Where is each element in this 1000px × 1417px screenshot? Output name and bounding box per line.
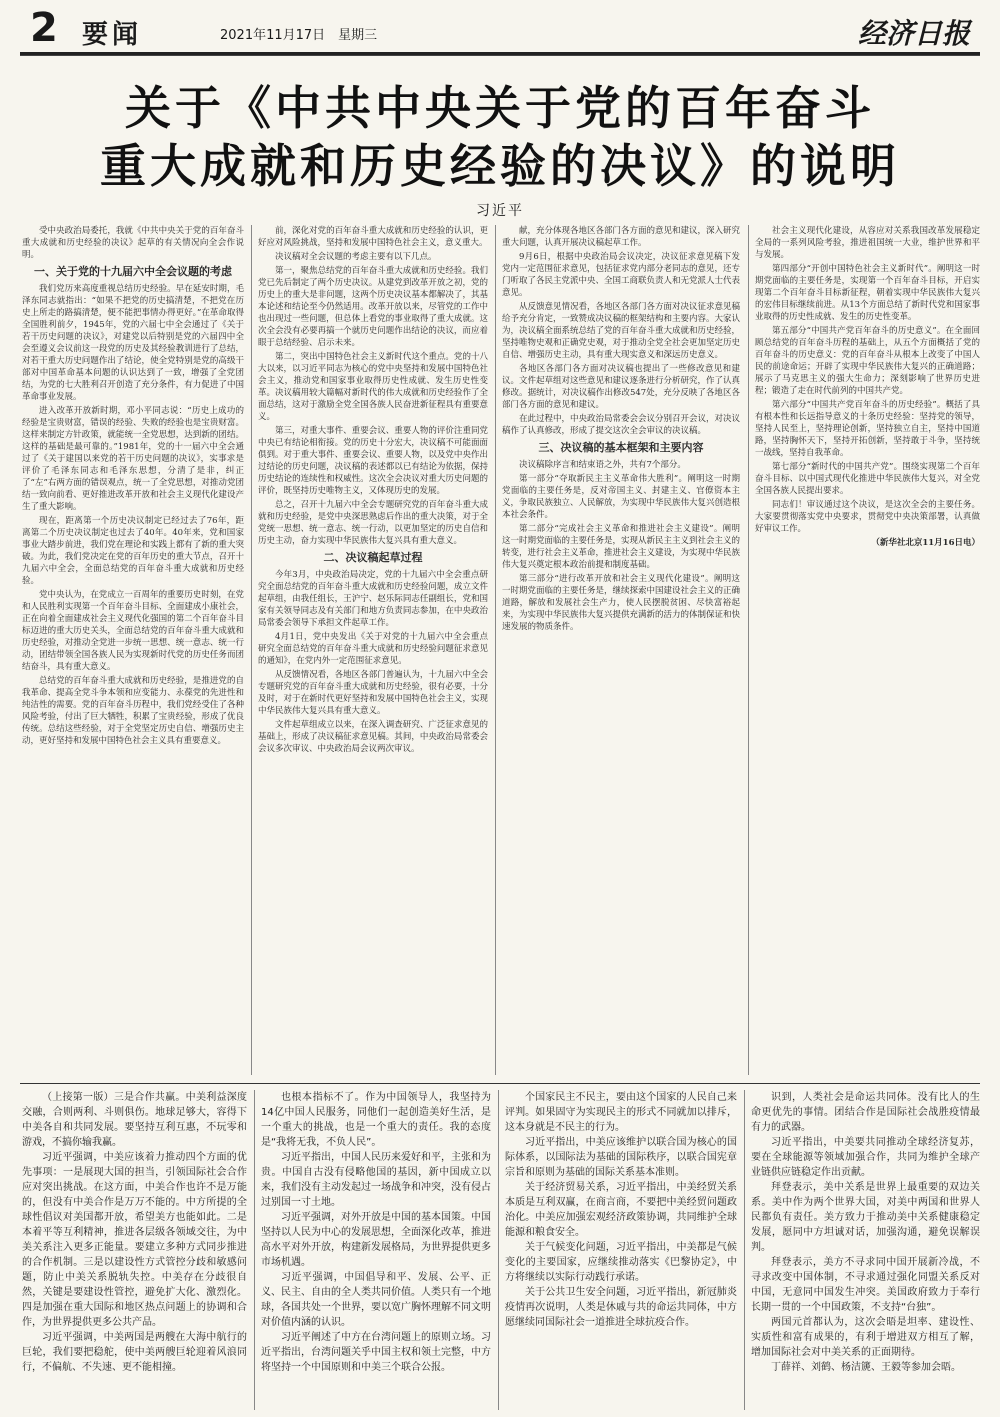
article-column-4 xyxy=(755,225,980,1075)
paragraph: 党中央认为，在党成立一百周年的重要历史时刻，在党和人民胜利实现第一个百年奋斗目标、全面建成小康社会，正在向着全面建成社会主义现代化强国的第二个百年奋斗目标迈进的重大历史关头，全面总结党的百年奋斗重大成就和历史经验，对推动全党进一步统一思想、统一意志、统一行动，团结带领全国各族人民为实现新时代党的历史任务而团结奋斗，具有重大意义。 xyxy=(22,590,244,672)
dateline-signature: （新华社北京11月16日电） xyxy=(871,538,980,548)
paragraph: 第四部分“开创中国特色社会主义新时代”。阐明这一时期党面临的主要任务是，实现第一个百年奋斗目标，开启实现第二个百年奋斗目标新征程，朝着实现中华民族伟大复兴的宏伟目标继续前进。从13个方面总结了新时代党和国家事业取得的历史性成就、发生的历史性变革。 xyxy=(755,264,980,322)
paragraph: 习近平指出，中美要共同推动全球经济复苏，要在全球能源等领域加强合作，共同为维护全球产业链供应链稳定作出贡献。 xyxy=(751,1137,980,1178)
paragraph: 第二部分“完成社会主义革命和推进社会主义建设”。阐明这一时期党面临的主要任务是，实现从新民主主义到社会主义的转变，进行社会主义革命，推进社会主义建设，为实现中华民族伟大复兴奠定根本政治前提和制度基础。 xyxy=(502,524,740,570)
paragraph: 习近平阐述了中方在台湾问题上的原则立场。习近平指出，台湾问题关乎中国主权和领土完整，中方将坚持一个中国原则和中美三个联合公报。 xyxy=(261,1332,491,1373)
paragraph: 习近平强调，对外开放是中国的基本国策。中国坚持以人民为中心的发展思想，全面深化改革，推进高水平对外开放，构建新发展格局，为世界提供更多市场机遇。 xyxy=(261,1212,491,1268)
paragraph: 习近平强调，中美应该着力推动四个方面的优先事项：一是展现大国的担当，引领国际社会合作应对突出挑战。在这方面，中美合作也许不是万能的，但没有中美合作是万万不能的。中方所提的全球性倡议对美国都开放，希望美方也能如此。二是本着平等互利精神，推进各层级各领域交往，为中美关系注入更多正能量。要建立多种方式同步推进的合作机制。三是以建设性方式管控分歧和敏感问题，防止中美关系脱轨失控。中美存在分歧很自然，关键是要建设性管控，避免扩大化、激烈化。四是加强在重大国际和地区热点问题上的协调和合作，为世界提供更多公共产品。 xyxy=(22,1152,247,1328)
column-divider xyxy=(498,1090,499,1410)
paragraph: 在此过程中，中央政治局常委会会议分别召开会议，对决议稿作了认真修改，形成了提交这次全会审议的决议稿。 xyxy=(502,414,740,436)
lower-column-4 xyxy=(751,1090,980,1410)
paragraph: 前，深化对党的百年奋斗重大成就和历史经验的认识，更好应对风险挑战，坚持和发展中国特色社会主义，意义重大。 xyxy=(258,226,488,248)
column-divider xyxy=(251,225,252,1075)
paragraph: 总之，召开十九届六中全会专题研究党的百年奋斗重大成就和历史经验，是党中央深思熟虑后作出的重大决策，对于全党统一思想、统一意志、统一行动，以更加坚定的历史自信和历史主动，奋力实现中华民族伟大复兴具有重大意义。 xyxy=(258,500,488,546)
paragraph: 总结党的百年奋斗重大成就和历史经验，是推进党的自我革命、提高全党斗争本领和应变能力、永葆党的先进性和纯洁性的需要。党的百年奋斗历程中，我们党经受住了各种风险考验，付出了巨大牺牲，积累了宝贵经验，形成了优良传统。总结这些经验，对于全党坚定历史自信、增强历史主动，更好坚持和发展中国特色社会主义具有重要意义。 xyxy=(22,676,244,746)
paragraph: 丁薛祥、刘鹤、杨洁篪、王毅等参加会晤。 xyxy=(771,1362,961,1373)
column-divider xyxy=(495,225,496,1075)
paragraph: 决议稿除序言和结束语之外，共有7个部分。 xyxy=(519,460,686,470)
article-column-1 xyxy=(22,225,244,1075)
paragraph: 决议稿对全会议题的考虑主要有以下几点。 xyxy=(275,252,437,262)
paragraph: 第二，突出中国特色社会主义新时代这个重点。党的十八大以来，以习近平同志为核心的党中央坚持和发展中国特色社会主义，推动党和国家事业取得历史性成就、发生历史性变革。决议稿用较大篇幅对新时代的伟大成就和历史经验作了全面总结，这对于激励全党全国各族人民奋进新征程具有重要意义。 xyxy=(258,352,488,422)
paragraph: 第七部分“新时代的中国共产党”。围绕实现第二个百年奋斗目标、以中国式现代化推进中华民族伟大复兴，对全党全国各族人民提出要求。 xyxy=(755,462,980,496)
paragraph: 习近平强调，中国倡导和平、发展、公平、正义、民主、自由的全人类共同价值。人类只有一个地球，各国共处一个世界，要以宽广胸怀理解不同文明对价值内涵的认识。 xyxy=(261,1272,491,1328)
paragraph: 4月1日，党中央发出《关于对党的十九届六中全会重点研究全面总结党的百年奋斗重大成就和历史经验问题征求意见的通知》，在党内外一定范围征求意见。 xyxy=(258,632,488,666)
paragraph: 第一部分“夺取新民主主义革命伟大胜利”。阐明这一时期党面临的主要任务是，反对帝国主义、封建主义、官僚资本主义，争取民族独立、人民解放，为实现中华民族伟大复兴创造根本社会条件。 xyxy=(502,474,740,520)
paragraph: 拜登表示，美中关系是世界上最重要的双边关系。美中作为两个世界大国，对美中两国和世界人民都负有责任。美方致力于推动美中关系健康稳定发展，愿同中方坦诚对话，加强沟通，避免误解误判。 xyxy=(751,1182,980,1253)
paragraph: 识到，人类社会是命运共同体。没有比人的生命更优先的事情。团结合作是国际社会战胜疫情最有力的武器。 xyxy=(751,1092,980,1133)
lower-column-1 xyxy=(22,1090,247,1410)
paragraph: 关于公共卫生安全问题，习近平指出，新冠肺炎疫情再次说明，人类是休戚与共的命运共同体，中方愿继续同国际社会一道推进全球抗疫合作。 xyxy=(505,1287,737,1328)
page-number: 2 xyxy=(30,5,58,51)
paragraph: 第六部分“中国共产党百年奋斗的历史经验”。概括了具有根本性和长远指导意义的十条历史经验：坚持党的领导，坚持人民至上，坚持理论创新，坚持独立自主，坚持中国道路，坚持胸怀天下，坚持开拓创新，坚持敢于斗争，坚持统一战线，坚持自我革命。 xyxy=(755,400,980,458)
paragraph: 从反馈意见情况看，各地区各部门各方面对决议征求意见稿给予充分肯定，一致赞成决议稿的框架结构和主要内容。大家认为，决议稿全面系统总结了党的百年奋斗重大成就和历史经验，坚持唯物史观和正确党史观，对于推动全党全社会更加坚定历史自信、增强历史主动，具有重大现实意义和深远历史意义。 xyxy=(502,302,740,360)
paragraph: 文件起草组成立以来，在深入调查研究、广泛征求意见的基础上，形成了决议稿征求意见稿。其间，中央政治局常委会会议多次审议、中央政治局会议两次审议。 xyxy=(258,720,488,754)
column-divider xyxy=(744,1090,745,1410)
paragraph: 拜登表示，美方不寻求同中国开展新冷战，不寻求改变中国体制，不寻求通过强化同盟关系反对中国，无意同中国发生冲突。美国政府致力于奉行长期一贯的一个中国政策，不支持“台独”。 xyxy=(751,1257,980,1313)
section-name: 要闻 xyxy=(82,20,143,50)
paragraph: 今年3月，中央政治局决定，党的十九届六中全会重点研究全面总结党的百年奋斗重大成就和历史经验问题，成立文件起草组，由我任组长，王沪宁、赵乐际同志任副组长，党和国家有关领导同志及有关部门和地方负责同志参加，在中央政治局常委会领导下承担文件起草工作。 xyxy=(258,570,488,628)
headline-line-1: 关于《中共中央关于党的百年奋斗 xyxy=(125,81,875,135)
paragraph: 进入改革开放新时期，邓小平同志说：“历史上成功的经验是宝贵财富，错误的经验、失败的经验也是宝贵财富。这样来制定方针政策，就能统一全党思想，达到新的团结。这样的基础是最可靠的。”1981年，党的十一届六中全会通过了《关于建国以来党的若干历史问题的决议》，实事求是评价了毛泽东同志和毛泽东思想，分清了是非，纠正了“左”右两方面的错误观点，统一了全党思想，对推动党团结一致向前看、更好推进改革开放和社会主义现代化建设产生了重大影响。 xyxy=(22,406,244,512)
lower-column-3 xyxy=(505,1090,737,1410)
paragraph: 同志们！审议通过这个决议，是这次全会的主要任务。大家要贯彻落实党中央要求，贯彻党中央决策部署，认真做好审议工作。 xyxy=(755,500,980,534)
paragraph: 各地区各部门各方面对决议稿也提出了一些修改意见和建议。文件起草组对这些意见和建议逐条进行分析研究，作了认真修改。据统计，对决议稿作出修改547处，充分反映了各地区各部门各方面的意见和建议。 xyxy=(502,364,740,410)
paragraph: 习近平强调，中美两国是两艘在大海中航行的巨轮，我们要把稳舵，使中美两艘巨轮迎着风浪同行，不偏航、不失速、更不能相撞。 xyxy=(22,1332,247,1373)
paragraph: 第三部分“进行改革开放和社会主义现代化建设”。阐明这一时期党面临的主要任务是，继续探索中国建设社会主义的正确道路，解放和发展社会生产力，使人民摆脱贫困、尽快富裕起来，为实现中华民族伟大复兴提供充满新的活力的体制保证和快速发展的物质条件。 xyxy=(502,574,740,632)
paragraph: 个国家民主不民主，要由这个国家的人民自己来评判。如果固守为实现民主的形式不同就加以排斥，这本身就是不民主的行为。 xyxy=(505,1092,737,1133)
paragraph: 第五部分“中国共产党百年奋斗的历史意义”。在全面回顾总结党的百年奋斗历程的基础上，从五个方面概括了党的百年奋斗的历史意义：党的百年奋斗从根本上改变了中国人民的前途命运；开辟了实现中华民族伟大复兴的正确道路；展示了马克思主义的强大生命力；深刻影响了世界历史进程；锻造了走在时代前列的中国共产党。 xyxy=(755,326,980,396)
lower-column-2 xyxy=(261,1090,491,1410)
lower-section-divider xyxy=(20,1083,980,1084)
paragraph: 关于经济贸易关系，习近平指出，中美经贸关系本质是互利双赢，在商言商，不要把中美经贸问题政治化。中美应加强宏观经济政策协调，共同维护全球能源和粮食安全。 xyxy=(505,1182,737,1238)
paragraph: 现在，距离第一个历史决议制定已经过去了76年，距离第二个历史决议制定也过去了40年。40年来，党和国家事业大踏步前进，我们党在理论和实践上都有了新的重大突破。为此，我们党决定在党的百年历史的重大节点，召开十九届六中全会，全面总结党的百年奋斗重大成就和历史经验。 xyxy=(22,516,244,586)
paragraph: （上接第一版）三是合作共赢。中美利益深度交融，合则两利、斗则俱伤。地球足够大，容得下中美各自和共同发展。要坚持互利互惠，不玩零和游戏，不搞你输我赢。 xyxy=(22,1092,247,1148)
paper-logo: 经济日报 xyxy=(857,17,970,50)
paragraph: 从反馈情况看，各地区各部门普遍认为，十九届六中全会专题研究党的百年奋斗重大成就和历史经验，很有必要，十分及时，对于在新时代更好坚持和发展中国特色社会主义，实现中华民族伟大复兴具有重大意义。 xyxy=(258,670,488,716)
paragraph: 我们党历来高度重视总结历史经验。早在延安时期，毛泽东同志就指出：“如果不把党的历史搞清楚，不把党在历史上所走的路搞清楚，便不能把事情办得更好。”在革命取得全国胜利前夕，1945年，党的六届七中全会通过了《关于若干历史问题的决议》，对建党以后特别是党的六届四中全会至遵义会议前这一段党的历史及其经验教训进行了总结，对若干重大历史问题作出了结论，使全党特别是党的高级干部对中国革命基本问题的认识达到了一致，增强了全党团结，为党的七大胜利召开创造了充分条件，有力促进了中国革命事业发展。 xyxy=(22,284,244,402)
column-divider xyxy=(748,225,749,1075)
intro-paragraph: 受中央政治局委托，我就《中共中央关于党的百年奋斗重大成就和历史经验的决议》起草的有关情况向全会作说明。 xyxy=(22,226,244,260)
byline: 习近平 xyxy=(476,203,524,219)
masthead-rule xyxy=(20,55,980,56)
article-column-2 xyxy=(258,225,488,1075)
paragraph: 关于气候变化问题，习近平指出，中美都是气候变化的主要国家，应继续推动落实《巴黎协定》，中方将继续以实际行动践行承诺。 xyxy=(505,1242,737,1283)
paragraph: 习近平指出，中美应该维护以联合国为核心的国际体系，以国际法为基础的国际秩序，以联合国宪章宗旨和原则为基础的国际关系基本准则。 xyxy=(505,1137,737,1178)
paragraph: 献，充分体现各地区各部门各方面的意见和建议，深入研究重大问题，认真开展决议稿起草工作。 xyxy=(502,226,740,248)
paragraph: 也根本指标不了。作为中国领导人，我坚持为14亿中国人民服务，同他们一起创造美好生活，是一个重大的挑战，也是一个重大的责任。我的态度是“我将无我，不负人民”。 xyxy=(261,1092,491,1148)
article-column-3 xyxy=(502,225,740,1075)
section-heading-2: 二、决议稿起草过程 xyxy=(323,551,423,564)
paragraph: 9月6日，根据中央政治局会议决定，决议征求意见稿下发党内一定范围征求意见，包括征求党内部分老同志的意见，还专门听取了各民主党派中央、全国工商联负责人和无党派人士代表意见。 xyxy=(502,252,740,298)
paragraph: 两国元首都认为，这次会晤是坦率、建设性、实质性和富有成果的，有利于增进双方相互了解，增加国际社会对中美关系的正面期待。 xyxy=(751,1317,980,1358)
paragraph: 第三，对重大事件、重要会议、重要人物的评价注重同党中央已有结论相衔接。党的历史十分宏大，决议稿不可能面面俱到。对于重大事件、重要会议、重要人物，以及党中央作出过结论的历史问题，决议稿的表述都以已有结论为依据，保持历史结论的连续性和权威性。这次全会决议对重大历史问题的评价，既坚持历史唯物主义，又体现历史的发展。 xyxy=(258,426,488,496)
section-heading-1: 一、关于党的十九届六中全会议题的考虑 xyxy=(34,265,232,278)
dateline: 2021年11月17日 星期三 xyxy=(220,28,378,43)
masthead xyxy=(20,5,980,55)
paragraph: 第一，聚焦总结党的百年奋斗重大成就和历史经验。我们党已先后制定了两个历史决议。从建党到改革开放之初，党的历史上的重大是非问题，这两个历史决议基本都解决了，其基本论述和结论至今仍然适用。改革开放以来，尽管党的工作中也出现过一些问题，但总体上看党的事业取得了重大成就。这次全会没有必要再搞一个就历史问题作出结论的决议，而应着眼于总结经验、启示未来。 xyxy=(258,266,488,348)
section-heading-3: 三、决议稿的基本框架和主要内容 xyxy=(538,441,704,454)
column-divider xyxy=(254,1090,255,1410)
paragraph: 习近平指出，中国人民历来爱好和平，主张和为贵。中国自古没有侵略他国的基因，新中国成立以来，我们没有主动发起过一场战争和冲突，没有侵占过别国一寸土地。 xyxy=(261,1152,491,1208)
paragraph: 社会主义现代化建设，从容应对关系我国改革发展稳定全局的一系列风险考验，推进祖国统一大业，维护世界和平与发展。 xyxy=(755,226,980,260)
headline-line-2: 重大成就和历史经验的决议》的说明 xyxy=(100,139,900,193)
